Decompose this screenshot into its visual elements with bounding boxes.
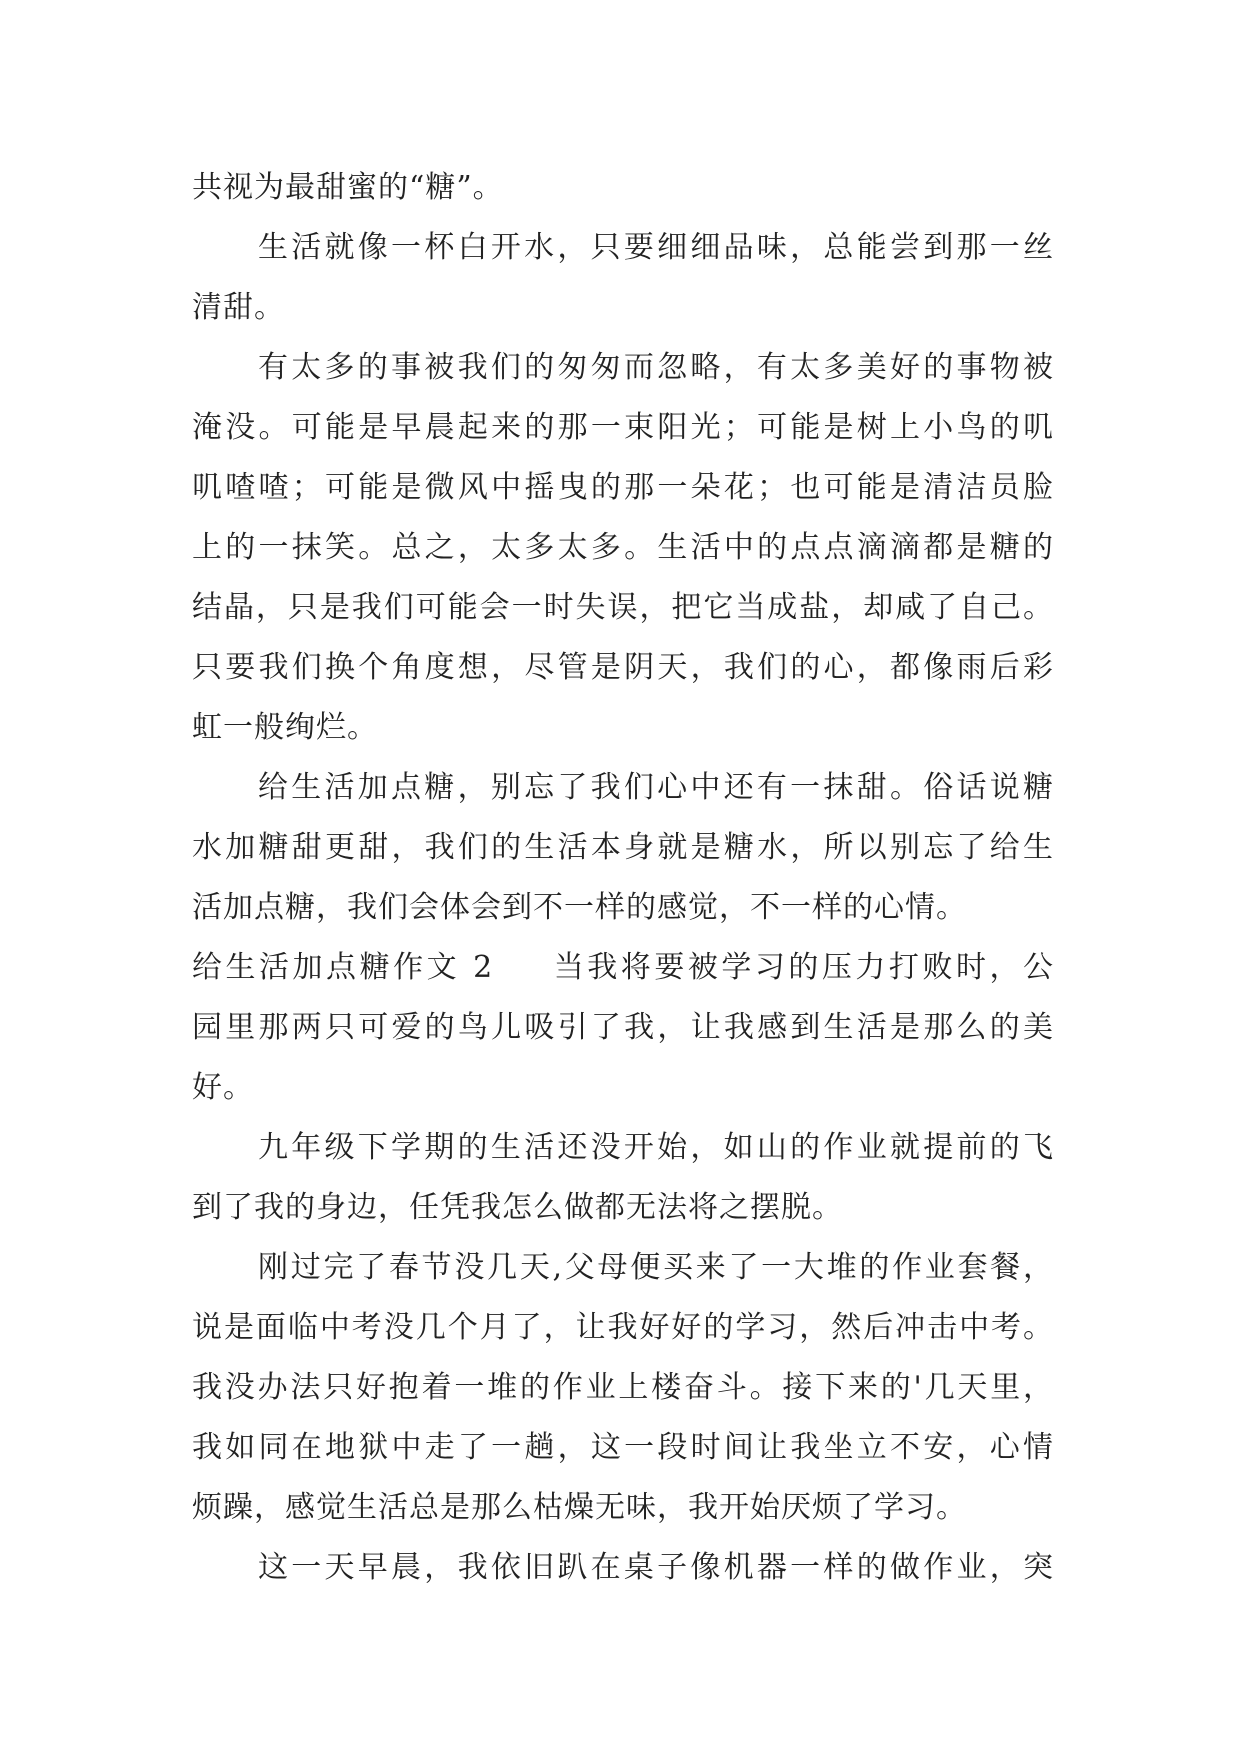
text-line: 我没办法只好抱着一堆的作业上楼奋斗。接下来的'几天里， [192, 1370, 1054, 1405]
document-body [192, 158, 1054, 1598]
paragraph-block [192, 158, 1054, 938]
text-line: 淹没。可能是早晨起来的那一束阳光；可能是树上小鸟的叽 [192, 410, 1054, 445]
text-line: 生活就像一杯白开水，只要细细品味，总能尝到那一丝 [258, 230, 1054, 265]
text-line: 当我将要被学习的压力打败时，公 [551, 950, 1054, 985]
text-line: 共视为最甜蜜的“糖”。 [192, 170, 504, 205]
text-line: 结晶，只是我们可能会一时失误，把它当成盐，却咸了自己。 [192, 590, 1054, 625]
text-line: 九年级下学期的生活还没开始，如山的作业就提前的飞 [258, 1130, 1054, 1165]
text-line: 刚过完了春节没几天,父母便买来了一大堆的作业套餐， [258, 1250, 1054, 1285]
text-line: 好。 [192, 1070, 254, 1105]
text-line: 叽喳喳；可能是微风中摇曳的那一朵花；也可能是清洁员脸 [192, 470, 1054, 505]
text-line: 园里那两只可爱的鸟儿吸引了我，让我感到生活是那么的美 [192, 1010, 1054, 1045]
text-line: 清甜。 [192, 290, 285, 325]
paragraph-block [192, 998, 1054, 1598]
text-line: 烦躁，感觉生活总是那么枯燥无味，我开始厌烦了学习。 [192, 1490, 967, 1525]
essay-heading: 给生活加点糖作文 2 [192, 950, 494, 985]
text-line: 我如同在地狱中走了一趟，这一段时间让我坐立不安，心情 [192, 1430, 1054, 1465]
text-line: 只要我们换个角度想，尽管是阴天，我们的心，都像雨后彩 [192, 650, 1054, 685]
text-line: 水加糖甜更甜，我们的生活本身就是糖水，所以别忘了给生 [192, 830, 1054, 865]
text-line: 有太多的事被我们的匆匆而忽略，有太多美好的事物被 [258, 350, 1054, 385]
text-line: 给生活加点糖，别忘了我们心中还有一抹甜。俗话说糖 [258, 770, 1054, 805]
text-line: 说是面临中考没几个月了，让我好好的学习，然后冲击中考。 [192, 1310, 1054, 1345]
text-line: 虹一般绚烂。 [192, 710, 378, 745]
text-line: 活加点糖，我们会体会到不一样的感觉，不一样的心情。 [192, 890, 967, 925]
text-line: 上的一抹笑。总之，太多太多。生活中的点点滴滴都是糖的 [192, 530, 1054, 565]
essay-heading-line [192, 938, 1054, 998]
text-line: 这一天早晨，我依旧趴在桌子像机器一样的做作业，突 [258, 1550, 1054, 1585]
text-line: 到了我的身边，任凭我怎么做都无法将之摆脱。 [192, 1190, 843, 1225]
